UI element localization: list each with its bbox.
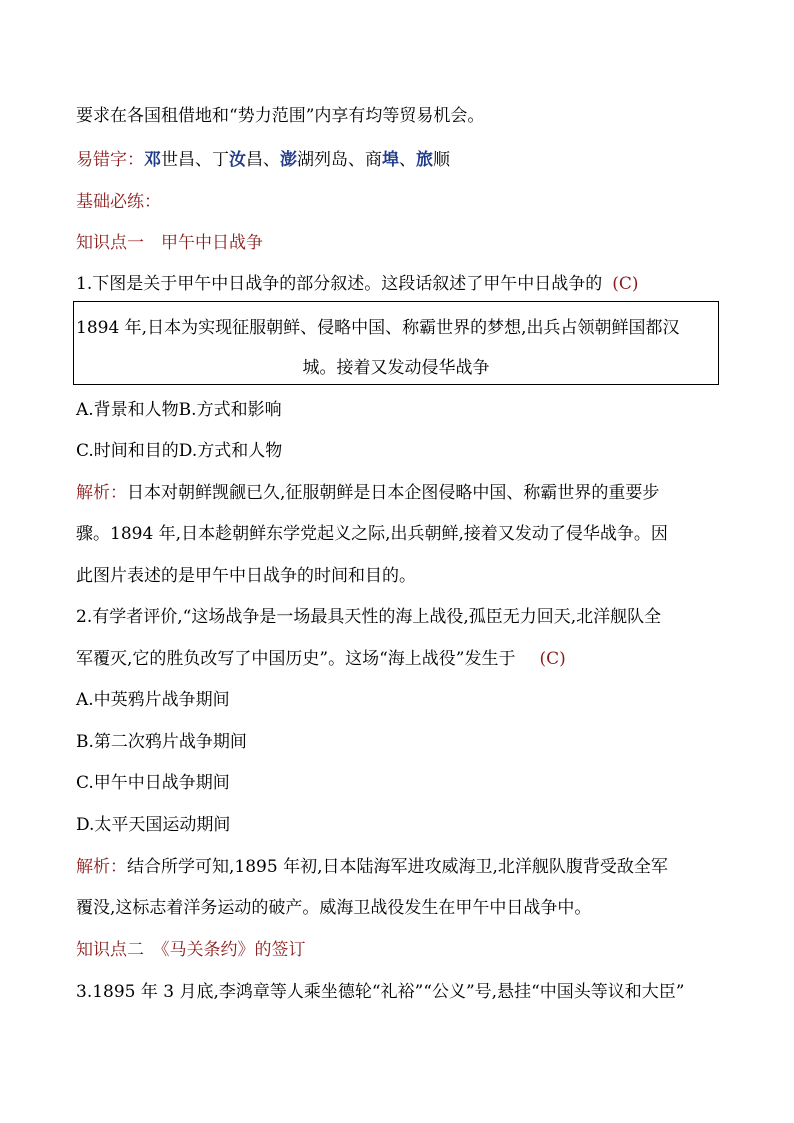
error-word-2: 汝 (229, 150, 246, 170)
question-1-analysis-line-1 (76, 483, 726, 503)
error-word-5: 旅 (416, 150, 433, 170)
knowledge-point-1-heading: 知识点一 甲午中日战争 (76, 233, 263, 253)
question-1-text: 1.下图是关于甲午中日战争的部分叙述。这段话叙述了甲午中日战争的 (76, 274, 603, 294)
error-word-text-3: 湖列岛、商 (297, 150, 382, 170)
question-2-analysis-line-2: 覆没,这标志着洋务运动的破产。威海卫战役发生在甲午中日战争中。 (76, 898, 592, 918)
question-1-answer: (C) (612, 274, 639, 294)
error-words-line (76, 150, 726, 170)
question-1-analysis-line-3: 此图片表述的是甲午中日战争的时间和目的。 (76, 566, 416, 586)
section-basic-heading: 基础必练： (76, 192, 161, 212)
error-word-text-5: 顺 (433, 150, 450, 170)
question-1-stem (76, 274, 726, 294)
analysis-label: 解析： (76, 857, 127, 877)
error-word-text-4: 、 (399, 150, 416, 170)
question-2-answer: (C) (539, 649, 566, 669)
knowledge-point-2-heading: 知识点二 《马关条约》的签订 (76, 940, 306, 960)
intro-line: 要求在各国租借地和“势力范围”内享有均等贸易机会。 (76, 106, 485, 126)
question-1-options-cd: C.时间和目的D.方式和人物 (76, 441, 283, 461)
question-1-analysis-line-2: 骤。1894 年,日本趁朝鲜东学党起义之际,出兵朝鲜,接着又发动了侵华战争。因 (76, 524, 668, 544)
analysis-text: 结合所学可知,1895 年初,日本陆海军进攻威海卫,北洋舰队腹背受敌全军 (127, 857, 668, 877)
question-1-quote-box (73, 301, 719, 385)
question-2-text: 军覆灭,它的胜负改写了中国历史”。这场“海上战役”发生于 (76, 649, 516, 669)
question-2-option-c: C.甲午中日战争期间 (76, 773, 230, 793)
error-word-1: 邓 (144, 150, 161, 170)
question-2-option-d: D.太平天国运动期间 (76, 815, 231, 835)
question-3-stem-line-1: 3.1895 年 3 月底,李鸿章等人乘坐德轮“礼裕”“公义”号,悬挂“中国头等议和大臣” (76, 982, 685, 1002)
quote-box-line-2: 城。接着又发动侵华战争 (302, 358, 490, 378)
question-2-option-b: B.第二次鸦片战争期间 (76, 732, 247, 752)
quote-box-line-1: 1894 年,日本为实现征服朝鲜、侵略中国、称霸世界的梦想,出兵占领朝鲜国都汉 (76, 318, 680, 338)
analysis-text: 日本对朝鲜觊觎已久,征服朝鲜是日本企图侵略中国、称霸世界的重要步 (127, 483, 660, 503)
error-word-text-2: 昌、 (246, 150, 280, 170)
error-word-3: 澎 (280, 150, 297, 170)
question-2-option-a: A.中英鸦片战争期间 (76, 690, 230, 710)
question-2-analysis-line-1 (76, 857, 726, 877)
analysis-label: 解析： (76, 483, 127, 503)
error-words-label: 易错字： (76, 150, 144, 170)
error-word-text-1: 世昌、丁 (161, 150, 229, 170)
question-2-stem-line-1: 2.有学者评价,“这场战争是一场最具天性的海上战役,孤臣无力回天,北洋舰队全 (76, 607, 662, 627)
error-word-4: 埠 (382, 150, 399, 170)
question-2-stem-line-2 (76, 649, 726, 669)
question-1-options-ab: A.背景和人物B.方式和影响 (76, 400, 282, 420)
